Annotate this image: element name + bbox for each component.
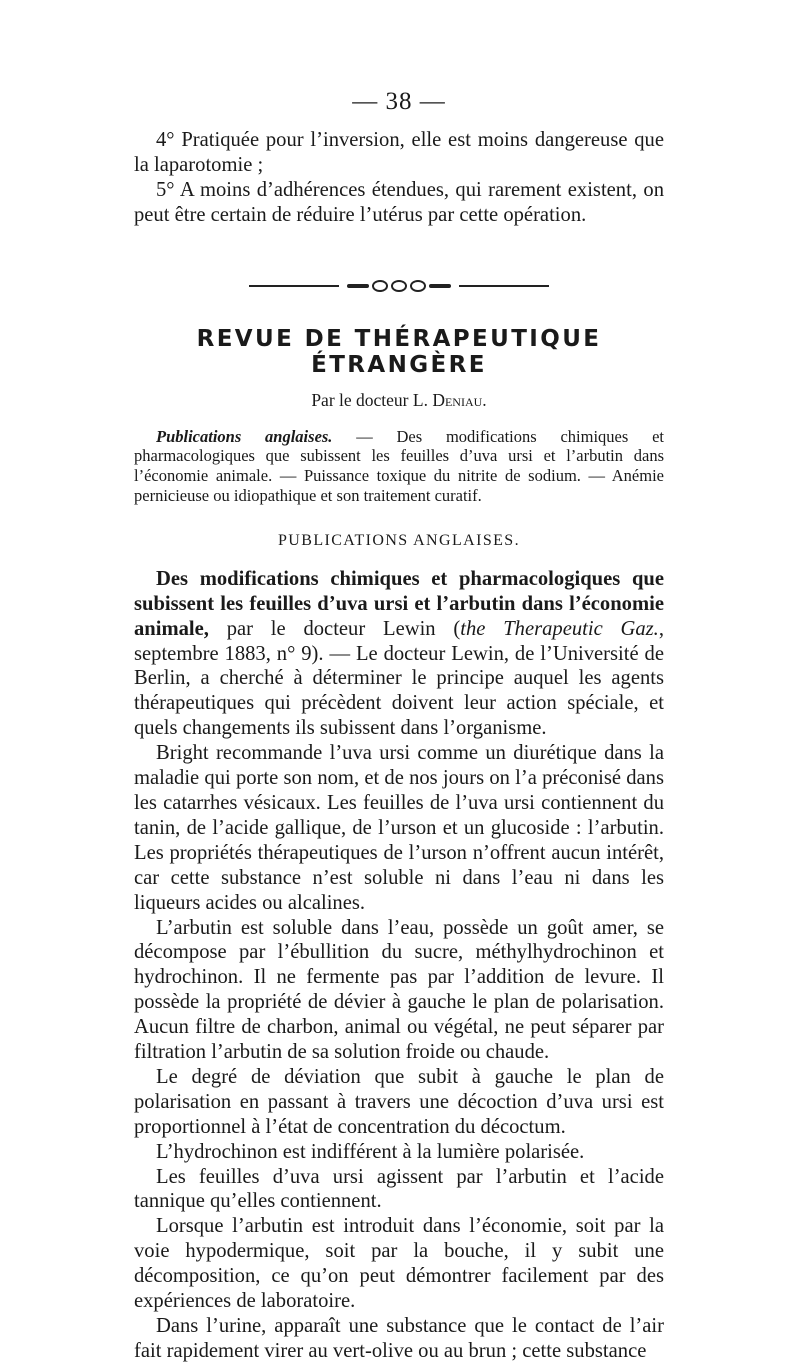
body-paragraph-7: Dans l’urine, apparaît une substance que le contact de l’air fait rapidement virer au vert-olive ou au brun ; cette substance bbox=[134, 1315, 664, 1362]
intro-item-5: 5° A moins d’adhérences étendues, qui rarement existent, on peut être certain de réduire l’utérus par cette opération. bbox=[134, 178, 664, 226]
page-number: — 38 — bbox=[352, 88, 446, 115]
intro-item-4: 4° Pratiquée pour l’inversion, elle est moins dangereuse que la laparotomie ; bbox=[134, 129, 664, 176]
byline-author: Deniau. bbox=[432, 389, 487, 410]
ornamental-divider bbox=[249, 280, 549, 292]
byline bbox=[134, 390, 664, 411]
body-paragraph-6: Lorsque l’arbutin est introduit dans l’économie, soit par la voie hypodermique, soit par la bouche, il y subit une décomposition, ce qu’on peut démontrer facilement par des expériences de laboratoire. bbox=[134, 1215, 664, 1313]
subheading: PUBLICATIONS ANGLAISES. bbox=[278, 531, 520, 549]
body-paragraph-2: L’arbutin est soluble dans l’eau, possède un goût amer, se décompose par l’ébullition du sucre, méthylhydrochinon et hydrochinon. Il ne fermente pas par l’addition de levure. Il possède la propriété de dévier à gauche le plan de polarisation. Aucun filtre de charbon, animal ou végétal, ne peut séparer par filtration l’arbutin de sa solution froide ou chaude. bbox=[134, 916, 664, 1064]
article-title: Des modifications chimiques et pharmacologiques que subissent les feuilles d’uva ursi et l’arbutin dans l’économie animale, bbox=[134, 567, 664, 640]
summary-label: Publications anglaises. bbox=[156, 426, 333, 446]
byline-prefix: Par le docteur L. bbox=[311, 389, 428, 410]
article-paragraph bbox=[134, 567, 664, 741]
summary-text: — Des modifications chimiques et pharmacologiques que subissent les feuilles d’uva ursi et l’arbutin dans l’économie animale. — Puissance toxique du nitrite de sodium. — Anémie pernicieuse ou idiopathique et son traitement curatif. bbox=[134, 426, 664, 506]
divider-ornament-icon bbox=[339, 280, 459, 292]
body-paragraph-1: Bright recommande l’uva ursi comme un diurétique dans la maladie qui porte son nom, et de nos jours on l’a préconisé dans les catarrhes vésicaux. Les feuilles de l’uva ursi contiennent du tanin, de l’acide gallique, de l’urson et un glucoside : l’arbutin. Les propriétés thérapeutiques de l’urson n’offrent aucun intérêt, car cette substance n’est soluble ni dans l’eau ni dans les liqueurs acides ou alcalines. bbox=[134, 742, 664, 914]
body-paragraph-3: Le degré de déviation que subit à gauche le plan de polarisation en passant à travers une décoction d’uva ursi est proportionnel à l’état de concentration du décoctum. bbox=[134, 1065, 664, 1138]
article-source: the Therapeutic Gaz. bbox=[460, 617, 659, 640]
article-text-b: , septembre 1883, n° 9). — Le docteur Lewin, de l’Université de Berlin, a cherché à déterminer le principe auquel les agents thérapeutiques qui précèdent doivent leur action spéciale, et quels changements ils subissent dans l’organisme. bbox=[134, 617, 664, 740]
article-text-a: par le docteur Lewin ( bbox=[208, 617, 461, 640]
body-paragraph-5: Les feuilles d’uva ursi agissent par l’arbutin et l’acide tannique qu’elles contiennent. bbox=[134, 1165, 664, 1213]
body-paragraph-4: L’hydrochinon est indifférent à la lumière polarisée. bbox=[156, 1140, 585, 1163]
section-summary bbox=[134, 427, 664, 506]
section-title: REVUE DE THÉRAPEUTIQUE ÉTRANGÈRE bbox=[196, 325, 602, 378]
